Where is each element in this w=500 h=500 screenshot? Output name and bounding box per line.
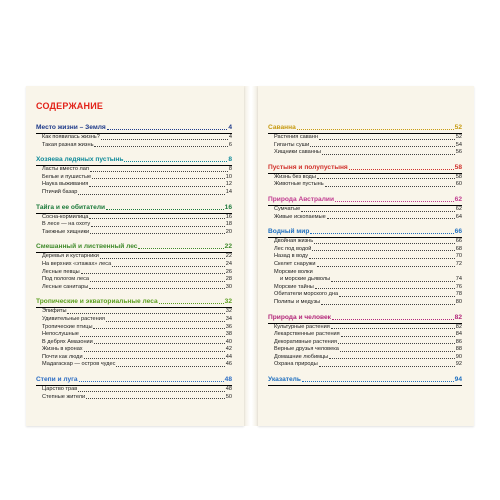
dot-leader xyxy=(94,343,225,344)
toc-entry[interactable] xyxy=(268,261,462,269)
entry-title: Двойная жизнь xyxy=(274,238,314,245)
dot-leader xyxy=(89,288,225,289)
entry-page-number: 46 xyxy=(225,361,232,368)
entry-page-number: 58 xyxy=(455,173,462,180)
entry-title: Хищники саванны xyxy=(274,149,321,156)
section-heading[interactable] xyxy=(268,124,462,134)
dot-leader xyxy=(89,218,224,219)
toc-entry[interactable] xyxy=(268,284,462,292)
entry-page-number: 76 xyxy=(455,283,462,290)
section-page-number: 32 xyxy=(224,298,232,306)
entry-page-number: 70 xyxy=(455,253,462,260)
toc-entry[interactable] xyxy=(36,214,232,222)
entry-title: Почти как люди xyxy=(42,353,83,360)
entry-title: В лесе — на охоту xyxy=(42,221,91,228)
toc-entry[interactable] xyxy=(36,386,232,394)
entry-title: Растения саванн xyxy=(274,134,318,140)
section-page-number: 58 xyxy=(454,163,462,171)
entry-title: Домашние любимцы xyxy=(274,353,329,360)
entry-page-number: 10 xyxy=(225,173,232,180)
toc-entry[interactable] xyxy=(36,229,232,237)
dot-leader xyxy=(302,381,454,382)
entry-page-number: 28 xyxy=(225,276,232,283)
entry-title: Степные жители xyxy=(42,393,86,400)
entry-title: Гиганты суши xyxy=(274,141,310,148)
toc-section xyxy=(36,204,232,237)
toc-entry[interactable] xyxy=(36,284,232,292)
dot-leader xyxy=(106,209,224,210)
entry-title: Наука выживания xyxy=(42,181,89,188)
toc-entry[interactable] xyxy=(36,142,232,150)
toc-entry[interactable] xyxy=(268,134,462,142)
dot-leader xyxy=(329,358,455,359)
toc-entry[interactable] xyxy=(268,299,462,307)
toc-entry[interactable] xyxy=(36,134,232,142)
toc-entry[interactable] xyxy=(36,346,232,354)
entry-title: Под пологом леса xyxy=(42,276,89,283)
entry-page-number: 82 xyxy=(455,323,462,330)
toc-section xyxy=(36,156,232,196)
toc-entry[interactable] xyxy=(36,354,232,362)
entry-title: Лекарственные растения xyxy=(274,331,340,338)
entry-page-number: 8 xyxy=(228,166,232,173)
toc-section xyxy=(36,243,232,291)
section-page-number: 8 xyxy=(228,156,232,164)
entry-page-number: 86 xyxy=(455,338,462,345)
entry-page-number: 64 xyxy=(455,213,462,220)
entry-title: Лесные санитары xyxy=(42,283,89,290)
dot-leader xyxy=(322,154,455,155)
entry-title: Такая разная жизнь xyxy=(42,141,94,148)
toc-entry[interactable] xyxy=(268,149,462,157)
toc-entry[interactable] xyxy=(36,361,232,369)
toc-entry[interactable] xyxy=(36,276,232,284)
entry-page-number: 54 xyxy=(455,141,462,148)
section-page-number: 4 xyxy=(228,124,232,131)
dot-leader xyxy=(90,233,225,234)
dot-leader xyxy=(321,304,455,305)
dot-leader xyxy=(86,398,225,399)
entry-title: Птичий базар xyxy=(42,188,78,195)
entry-title: Лес под водой xyxy=(274,245,312,252)
dot-leader xyxy=(319,139,455,140)
section-title: Тропические и экваториальные леса xyxy=(36,298,158,306)
toc-entry[interactable] xyxy=(268,238,462,246)
section-heading[interactable] xyxy=(268,228,462,238)
toc-entry[interactable] xyxy=(268,346,462,354)
toc-entry[interactable] xyxy=(36,394,232,402)
toc-entry[interactable] xyxy=(36,316,232,324)
entry-page-number: 92 xyxy=(455,361,462,368)
entry-title: Мадагаскар — остров чудес xyxy=(42,361,116,368)
toc-entry[interactable] xyxy=(36,189,232,197)
dot-leader xyxy=(349,169,454,170)
toc-entry[interactable] xyxy=(268,339,462,347)
toc-section xyxy=(36,298,232,369)
section-heading[interactable] xyxy=(36,376,232,386)
dot-leader xyxy=(331,328,455,329)
dot-leader xyxy=(327,218,455,219)
section-title: Природа Австралии xyxy=(268,195,335,203)
section-heading[interactable] xyxy=(268,314,462,324)
entry-title: Царство трав xyxy=(42,386,78,393)
entry-title: Декоративные растения xyxy=(274,338,337,345)
dot-leader xyxy=(335,201,454,202)
section-heading[interactable] xyxy=(36,298,232,308)
dot-leader xyxy=(84,351,225,352)
toc-right xyxy=(268,124,462,393)
dot-leader xyxy=(94,146,227,147)
dot-leader xyxy=(325,186,455,187)
entry-title: и морские дьяволы xyxy=(280,276,331,283)
entry-page-number: 30 xyxy=(225,283,232,290)
section-title: Степи и луга xyxy=(36,376,78,384)
dot-leader xyxy=(331,281,455,282)
section-heading[interactable] xyxy=(36,243,232,253)
toc-entry[interactable] xyxy=(268,174,462,182)
entry-page-number: 16 xyxy=(225,213,232,220)
dot-leader xyxy=(315,288,455,289)
entry-page-number: 42 xyxy=(225,346,232,353)
entry-page-number: 52 xyxy=(455,134,462,140)
dot-leader xyxy=(310,146,454,147)
entry-page-number: 62 xyxy=(455,205,462,212)
entry-page-number: 18 xyxy=(225,221,232,228)
entry-page-number: 12 xyxy=(225,181,232,188)
entry-title: Ласты вместо лап xyxy=(42,166,89,173)
entry-title: На верхних «этажах» леса xyxy=(42,260,112,267)
section-heading[interactable] xyxy=(268,164,462,174)
entry-title: Деревья и кустарники xyxy=(42,253,99,260)
entry-title: Эпифиты xyxy=(42,308,67,315)
entry-page-number: 36 xyxy=(225,323,232,330)
entry-page-number: 56 xyxy=(455,149,462,156)
dot-leader xyxy=(138,248,223,249)
toc-entry[interactable] xyxy=(268,354,462,362)
toc-entry[interactable] xyxy=(36,339,232,347)
entry-page-number: 4 xyxy=(228,134,232,140)
dot-leader xyxy=(90,281,225,282)
section-page-number: 22 xyxy=(224,243,232,251)
dot-leader xyxy=(310,233,453,234)
entry-title: Удивительные растения xyxy=(42,315,105,322)
toc-entry[interactable] xyxy=(36,174,232,182)
entry-page-number: 44 xyxy=(225,353,232,360)
dot-leader xyxy=(91,226,225,227)
entry-title: Белые и пушистые xyxy=(42,173,92,180)
section-title: Хозяева ледяных пустынь xyxy=(36,156,124,164)
section-heading[interactable] xyxy=(36,156,232,166)
section-heading[interactable] xyxy=(36,124,232,134)
dot-leader xyxy=(107,129,228,130)
dot-leader xyxy=(301,211,455,212)
toc-entry[interactable] xyxy=(36,221,232,229)
section-title: Саванна xyxy=(268,124,296,131)
entry-page-number: 50 xyxy=(225,393,232,400)
toc-left xyxy=(36,124,232,408)
entry-page-number: 68 xyxy=(455,245,462,252)
toc-entry[interactable] xyxy=(36,166,232,174)
dot-leader xyxy=(297,129,454,130)
toc-entry[interactable] xyxy=(36,261,232,269)
entry-title: Скелет снаружи xyxy=(274,260,316,267)
entry-page-number: 14 xyxy=(225,188,232,195)
entry-page-number: 74 xyxy=(455,276,462,283)
toc-entry[interactable] xyxy=(268,181,462,189)
dot-leader xyxy=(90,171,228,172)
toc-section xyxy=(268,376,462,386)
dot-leader xyxy=(112,266,225,267)
entry-title: Жизнь в кронах xyxy=(42,346,83,353)
toc-title: СОДЕРЖАНИЕ xyxy=(36,101,104,111)
toc-section xyxy=(268,164,462,189)
right-page xyxy=(258,86,474,426)
entry-page-number: 32 xyxy=(225,308,232,315)
dot-leader xyxy=(116,366,224,367)
entry-title: Верные друзья человека xyxy=(274,346,339,353)
section-title: Природа и человек xyxy=(268,313,331,321)
toc-entry[interactable] xyxy=(36,269,232,277)
entry-page-number: 38 xyxy=(225,331,232,338)
entry-title: Живые ископаемые xyxy=(274,213,326,220)
section-page-number: 16 xyxy=(224,203,232,211)
dot-leader xyxy=(159,303,224,304)
dot-leader xyxy=(317,178,455,179)
dot-leader xyxy=(124,161,227,162)
entry-title: Животные пустынь xyxy=(274,181,324,188)
dot-leader xyxy=(78,391,225,392)
dot-leader xyxy=(312,250,454,251)
toc-entry[interactable] xyxy=(268,142,462,150)
entry-page-number: 78 xyxy=(455,291,462,298)
toc-entry[interactable] xyxy=(268,291,462,299)
dot-leader xyxy=(100,258,225,259)
section-title: Смешанный и лиственный лес xyxy=(36,243,138,251)
entry-title: Сосна-кормилица xyxy=(42,213,89,220)
section-heading[interactable] xyxy=(268,196,462,206)
entry-title: Тропические птицы xyxy=(42,323,93,330)
entry-page-number: 90 xyxy=(455,353,462,360)
toc-entry[interactable] xyxy=(268,246,462,254)
section-page-number: 48 xyxy=(224,376,232,384)
toc-entry[interactable] xyxy=(268,214,462,222)
section-title: Тайга и ее обитатели xyxy=(36,203,106,211)
dot-leader xyxy=(319,366,455,367)
entry-title: Морские тайны xyxy=(274,283,314,290)
toc-section xyxy=(36,124,232,149)
dot-leader xyxy=(101,139,228,140)
toc-section xyxy=(268,124,462,157)
entry-title: Жизнь без воды xyxy=(274,173,316,180)
dot-leader xyxy=(332,319,454,320)
toc-section xyxy=(36,376,232,401)
entry-page-number: 72 xyxy=(455,260,462,267)
entry-title: Сумчатые xyxy=(274,205,301,212)
entry-page-number: 48 xyxy=(225,386,232,393)
toc-entry[interactable] xyxy=(268,253,462,261)
section-page-number: 62 xyxy=(454,195,462,203)
entry-title: Полипы и медузы xyxy=(274,298,321,305)
dot-leader xyxy=(84,358,225,359)
entry-title: Морские волки xyxy=(274,268,313,275)
section-heading[interactable] xyxy=(36,204,232,214)
entry-title: Таежные хищники xyxy=(42,228,90,235)
entry-page-number: 40 xyxy=(225,338,232,345)
toc-entry[interactable] xyxy=(36,181,232,189)
entry-title: Охрана природы xyxy=(274,361,318,368)
dot-leader xyxy=(80,336,225,337)
toc-entry[interactable] xyxy=(36,253,232,261)
entry-title: Непослушные xyxy=(42,331,79,338)
section-title: Пустыня и полупустыня xyxy=(268,163,348,171)
dot-leader xyxy=(78,194,224,195)
dot-leader xyxy=(93,328,224,329)
entry-page-number: 84 xyxy=(455,331,462,338)
left-page xyxy=(26,86,244,426)
dot-leader xyxy=(79,381,224,382)
toc-entry[interactable] xyxy=(268,324,462,332)
entry-title: Как появилась жизнь? xyxy=(42,134,100,140)
dot-leader xyxy=(67,313,224,314)
entry-page-number: 34 xyxy=(225,315,232,322)
toc-entry[interactable] xyxy=(36,324,232,332)
toc-entry[interactable] xyxy=(268,206,462,214)
dot-leader xyxy=(106,321,225,322)
entry-title: Лесные певцы xyxy=(42,268,80,275)
entry-page-number: 24 xyxy=(225,260,232,267)
toc-entry[interactable] xyxy=(268,361,462,369)
entry-page-number: 20 xyxy=(225,228,232,235)
dot-leader xyxy=(340,351,455,352)
entry-page-number: 26 xyxy=(225,268,232,275)
toc-section xyxy=(268,196,462,221)
dot-leader xyxy=(314,243,455,244)
entry-title: Культурные растения xyxy=(274,323,330,330)
dot-leader xyxy=(338,343,455,344)
section-heading[interactable] xyxy=(268,376,462,386)
book-gutter xyxy=(244,86,258,426)
toc-entry[interactable] xyxy=(268,331,462,339)
toc-entry[interactable] xyxy=(36,308,232,316)
section-page-number: 82 xyxy=(454,313,462,321)
dot-leader xyxy=(341,336,455,337)
entry-title: Назад в воду xyxy=(274,253,309,260)
section-page-number: 66 xyxy=(454,228,462,236)
dot-leader xyxy=(309,258,455,259)
section-title: Указатель xyxy=(268,376,301,384)
entry-page-number: 66 xyxy=(455,238,462,245)
entry-page-number: 22 xyxy=(225,253,232,260)
toc-entry[interactable] xyxy=(36,331,232,339)
entry-page-number: 60 xyxy=(455,181,462,188)
entry-title: В дебрях Амазонии xyxy=(42,338,93,345)
entry-title: Обитатели морского дна xyxy=(274,291,339,298)
dot-leader xyxy=(89,186,225,187)
entry-page-number: 6 xyxy=(228,141,232,148)
toc-section xyxy=(268,228,462,306)
dot-leader xyxy=(81,273,225,274)
dot-leader xyxy=(92,178,225,179)
section-title: Место жизни – Земля xyxy=(36,124,106,131)
dot-leader xyxy=(339,296,455,297)
toc-entry[interactable] xyxy=(268,269,462,277)
section-title: Водный мир xyxy=(268,228,310,236)
entry-page-number: 80 xyxy=(455,298,462,305)
toc-section xyxy=(268,314,462,370)
entry-page-number: 88 xyxy=(455,346,462,353)
dot-leader xyxy=(317,266,455,267)
section-page-number: 52 xyxy=(454,124,462,131)
section-page-number: 94 xyxy=(454,376,462,384)
toc-entry[interactable] xyxy=(268,276,462,284)
